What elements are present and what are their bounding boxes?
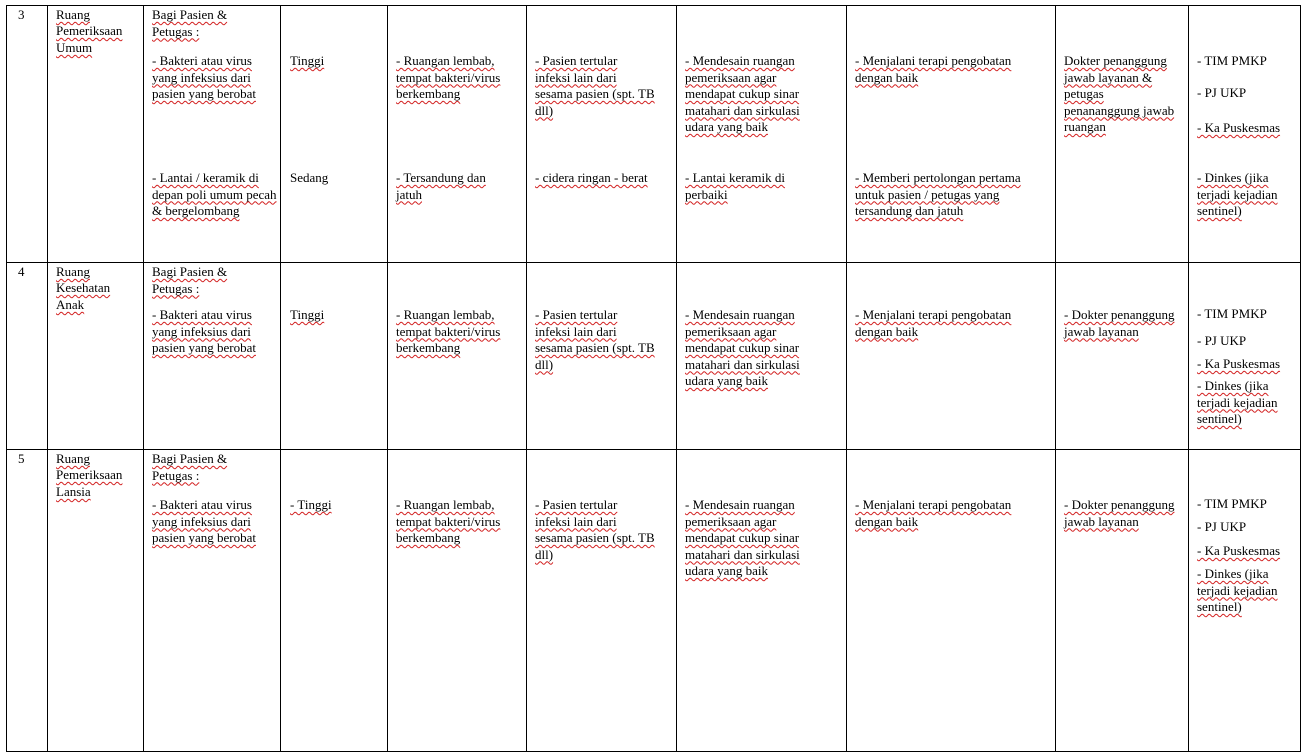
- cause-text: - Ruangan lembab, tempat bakteri/virus berkembang: [396, 307, 501, 355]
- cause-cell: [388, 263, 527, 450]
- report-cell: [1189, 450, 1301, 752]
- report-item: - Ka Puskesmas: [1197, 543, 1281, 558]
- area-line: Ruang: [56, 451, 90, 466]
- report-cell: [1189, 6, 1301, 263]
- response-cell: [847, 6, 1056, 263]
- prevention-text: - Mendesain ruangan pemeriksaan agar mendapat cukup sinar matahari dan sirkulasi udara yang baik: [685, 53, 800, 134]
- area-cell: [48, 263, 144, 450]
- area-cell: [48, 450, 144, 752]
- row-number: 5: [18, 451, 25, 466]
- report-item: - Ka Puskesmas: [1197, 356, 1281, 371]
- report-item: - Ka Puskesmas: [1197, 120, 1281, 135]
- response-cell: [847, 450, 1056, 752]
- report-item: - TIM PMKP: [1197, 496, 1267, 511]
- response-text: - Menjalani terapi pengobatan dengan baik: [855, 497, 1012, 529]
- impact-cell: [527, 6, 677, 263]
- hazard-text: - Bakteri atau virus yang infeksius dari pasien yang berobat: [152, 307, 256, 355]
- hazard-text: - Bakteri atau virus yang infeksius dari pasien yang berobat: [152, 53, 256, 101]
- response-text: - Menjalani terapi pengobatan dengan baik: [855, 307, 1012, 339]
- area-cell: [48, 6, 144, 263]
- row-number: 4: [18, 264, 25, 279]
- report-item: - Dinkes (jika terjadi kejadian sentinel): [1197, 566, 1278, 614]
- impact-text: - Pasien tertular infeksi lain dari sesama pasien (spt. TB dll): [535, 53, 655, 118]
- cause-cell: [388, 6, 527, 263]
- prevention-text: - Mendesain ruangan pemeriksaan agar mendapat cukup sinar matahari dan sirkulasi udara yang baik: [685, 307, 800, 388]
- risk-level: Tinggi: [290, 307, 325, 322]
- pic-text: - Dokter penanggung jawab layanan: [1064, 307, 1175, 339]
- hazard-cell: [144, 450, 281, 752]
- prevention-text: - Mendesain ruangan pemeriksaan agar mendapat cukup sinar matahari dan sirkulasi udara yang baik: [685, 497, 800, 578]
- area-line: Ruang: [56, 264, 90, 279]
- table-row: [7, 450, 1301, 752]
- table-row: [7, 263, 1301, 450]
- area-line: Anak: [56, 297, 85, 312]
- pic-text: - Dokter penanggung jawab layanan: [1064, 497, 1175, 529]
- level-cell: [281, 450, 388, 752]
- prevention-cell: [677, 263, 847, 450]
- impact-cell: [527, 450, 677, 752]
- report-item: - Dinkes (jika terjadi kejadian sentinel): [1197, 170, 1278, 218]
- response-text: - Memberi pertolongan pertama untuk pasien / petugas yang tersandung dan jatuh: [855, 170, 1021, 218]
- report-item: - Dinkes (jika terjadi kejadian sentinel): [1197, 378, 1278, 426]
- risk-register-table: [6, 5, 1301, 752]
- pic-cell: [1056, 6, 1189, 263]
- impact-cell: [527, 263, 677, 450]
- level-cell: [281, 6, 388, 263]
- area-line: Umum: [56, 40, 93, 55]
- risk-level: - Tinggi: [290, 497, 332, 512]
- area-line: Pemeriksaan: [56, 23, 123, 38]
- hazard-cell: [144, 6, 281, 263]
- risk-level: Tinggi: [290, 53, 325, 68]
- area-line: Pemeriksaan: [56, 467, 123, 482]
- impact-text: - Pasien tertular infeksi lain dari sesama pasien (spt. TB dll): [535, 497, 655, 562]
- pic-cell: [1056, 450, 1189, 752]
- target-label: Bagi Pasien & Petugas :: [152, 451, 228, 483]
- report-item: - PJ UKP: [1197, 85, 1247, 100]
- report-item: - PJ UKP: [1197, 519, 1247, 534]
- prevention-cell: [677, 450, 847, 752]
- pic-cell: [1056, 263, 1189, 450]
- level-cell: [281, 263, 388, 450]
- response-cell: [847, 263, 1056, 450]
- prevention-text: - Lantai keramik di perbaiki: [685, 170, 785, 202]
- target-label: Bagi Pasien & Petugas :: [152, 7, 228, 39]
- row-number-cell: [7, 6, 48, 263]
- risk-level: Sedang: [290, 170, 329, 185]
- prevention-cell: [677, 6, 847, 263]
- cause-text: - Ruangan lembab, tempat bakteri/virus berkembang: [396, 53, 501, 101]
- row-number: 3: [18, 7, 25, 22]
- area-line: Kesehatan: [56, 280, 111, 295]
- row-number-cell: [7, 263, 48, 450]
- cause-text: - Ruangan lembab, tempat bakteri/virus berkembang: [396, 497, 501, 545]
- response-text: - Menjalani terapi pengobatan dengan baik: [855, 53, 1012, 85]
- area-line: Lansia: [56, 484, 91, 499]
- cause-cell: [388, 450, 527, 752]
- report-item: - TIM PMKP: [1197, 306, 1267, 321]
- impact-text: - cidera ringan - berat: [535, 170, 648, 185]
- impact-text: - Pasien tertular infeksi lain dari sesama pasien (spt. TB dll): [535, 307, 655, 372]
- hazard-cell: [144, 263, 281, 450]
- cause-text: - Tersandung dan jatuh: [396, 170, 486, 202]
- row-number-cell: [7, 450, 48, 752]
- report-cell: [1189, 263, 1301, 450]
- table-row: [7, 6, 1301, 263]
- report-item: - PJ UKP: [1197, 333, 1247, 348]
- hazard-text: - Bakteri atau virus yang infeksius dari pasien yang berobat: [152, 497, 256, 545]
- hazard-text: - Lantai / keramik di depan poli umum pecah & bergelombang: [152, 170, 277, 218]
- area-line: Ruang: [56, 7, 90, 22]
- report-item: - TIM PMKP: [1197, 53, 1267, 68]
- pic-text: Dokter penanggung jawab layanan & petugas penananggung jawab ruangan: [1064, 53, 1175, 134]
- target-label: Bagi Pasien & Petugas :: [152, 264, 228, 296]
